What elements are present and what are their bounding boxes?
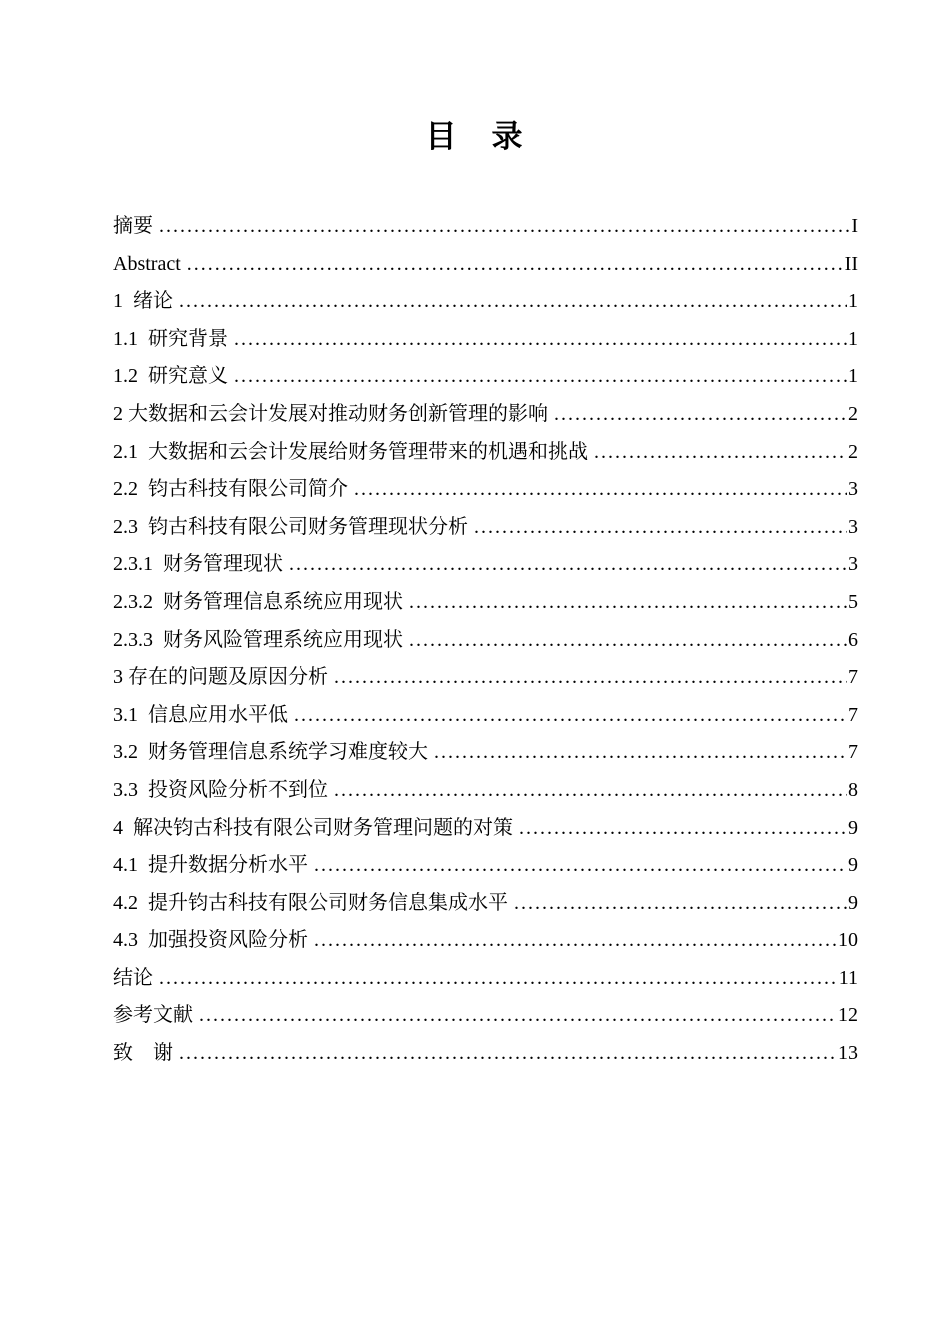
toc-leader-dots (594, 434, 847, 472)
toc-entry[interactable] (113, 810, 858, 848)
toc-entry-page: 12 (838, 1004, 858, 1027)
toc-entry[interactable] (113, 396, 858, 434)
toc-leader-dots (234, 358, 847, 396)
toc-entry-label: 3.2 财务管理信息系统学习难度较大 (113, 741, 428, 764)
toc-entry[interactable] (113, 885, 858, 923)
toc-entry-label: 2.3 钧古科技有限公司财务管理现状分析 (113, 515, 468, 538)
toc-entry-page: 7 (848, 666, 858, 689)
toc-entry-label: 2.3.3 财务风险管理系统应用现状 (113, 628, 403, 651)
toc-leader-dots (474, 509, 847, 547)
toc-leader-dots (199, 997, 837, 1035)
toc-entry-label: 4.1 提升数据分析水平 (113, 854, 308, 877)
toc-leader-dots (314, 847, 847, 885)
toc-leader-dots (314, 922, 837, 960)
toc-entry[interactable] (113, 960, 858, 998)
toc-entry[interactable] (113, 509, 858, 547)
toc-entry-page: 3 (848, 553, 858, 576)
toc-entry-page: 1 (848, 327, 858, 350)
toc-leader-dots (334, 772, 847, 810)
toc-entry-page: 11 (838, 966, 858, 989)
toc-entry-page: 3 (848, 478, 858, 501)
toc-entry[interactable] (113, 471, 858, 509)
toc-entry-page: II (844, 252, 858, 275)
toc-entry-page: 1 (848, 290, 858, 313)
toc-entry-page: 5 (848, 590, 858, 613)
toc-entry-page: 13 (838, 1042, 858, 1065)
toc-entry[interactable] (113, 434, 858, 472)
toc-leader-dots (334, 659, 847, 697)
toc-entry-page: 1 (848, 365, 858, 388)
toc-entry-label: 3.3 投资风险分析不到位 (113, 778, 328, 801)
toc-entry-label: 2.2 钧古科技有限公司简介 (113, 478, 348, 501)
toc-leader-dots (434, 734, 847, 772)
toc-entry-page: 9 (848, 816, 858, 839)
toc-entry[interactable] (113, 922, 858, 960)
toc-entry[interactable] (113, 622, 858, 660)
toc-leader-dots (159, 208, 850, 246)
toc-entry-label: 2.3.2 财务管理信息系统应用现状 (113, 590, 403, 613)
toc-entry-label: 4.2 提升钧古科技有限公司财务信息集成水平 (113, 891, 508, 914)
toc-leader-dots (409, 622, 847, 660)
toc-entry[interactable] (113, 358, 858, 396)
toc-entry-label: Abstract (113, 252, 181, 275)
toc-entry[interactable] (113, 847, 858, 885)
toc-entry-page: 3 (848, 515, 858, 538)
toc-entry-label: 1.1 研究背景 (113, 327, 228, 350)
toc-entry[interactable] (113, 321, 858, 359)
toc-entry-label: 2.1 大数据和云会计发展给财务管理带来的机遇和挑战 (113, 440, 588, 463)
toc-entry[interactable] (113, 1035, 858, 1073)
toc-entry-label: 1.2 研究意义 (113, 365, 228, 388)
toc-leader-dots (294, 697, 847, 735)
toc-entry-page: 10 (838, 929, 858, 952)
toc-entry-label: 2 大数据和云会计发展对推动财务创新管理的影响 (113, 402, 548, 425)
toc-entry-label: 结论 (113, 966, 153, 989)
toc-leader-dots (519, 810, 847, 848)
toc-entry-page: 7 (848, 741, 858, 764)
toc-entry-page: 6 (848, 628, 858, 651)
toc-entry-label: 3.1 信息应用水平低 (113, 703, 288, 726)
toc-entry[interactable] (113, 208, 858, 246)
toc-entry-label: 4 解决钧古科技有限公司财务管理问题的对策 (113, 816, 513, 839)
toc-leader-dots (354, 471, 847, 509)
toc-leader-dots (179, 283, 847, 321)
toc-entry[interactable] (113, 659, 858, 697)
toc-entry-page: 7 (848, 703, 858, 726)
toc-leader-dots (409, 584, 847, 622)
toc-leader-dots (554, 396, 847, 434)
toc-entry[interactable] (113, 772, 858, 810)
toc-entry-page: 9 (848, 854, 858, 877)
toc-list (113, 208, 858, 1073)
toc-entry[interactable] (113, 997, 858, 1035)
toc-entry-page: 2 (848, 440, 858, 463)
toc-leader-dots (179, 1035, 837, 1073)
toc-leader-dots (234, 321, 847, 359)
toc-entry-label: 摘要 (113, 215, 153, 237)
toc-entry-page: 8 (848, 778, 858, 801)
toc-entry-page: 9 (848, 891, 858, 914)
toc-entry[interactable] (113, 546, 858, 584)
toc-entry-page: 2 (848, 402, 858, 425)
toc-entry[interactable] (113, 283, 858, 321)
toc-entry[interactable] (113, 246, 858, 284)
toc-entry-label: 3 存在的问题及原因分析 (113, 666, 328, 689)
toc-entry[interactable] (113, 584, 858, 622)
toc-entry-label: 参考文献 (113, 1004, 193, 1027)
toc-entry-label: 1 绪论 (113, 290, 173, 313)
toc-leader-dots (187, 246, 844, 284)
toc-entry[interactable] (113, 734, 858, 772)
toc-leader-dots (514, 885, 847, 923)
toc-leader-dots (289, 546, 847, 584)
toc-entry-label: 4.3 加强投资风险分析 (113, 929, 308, 952)
toc-entry[interactable] (113, 697, 858, 735)
toc-entry-label: 2.3.1 财务管理现状 (113, 553, 283, 576)
toc-leader-dots (159, 960, 838, 998)
toc-entry-label: 致 谢 (113, 1042, 173, 1065)
toc-entry-page: I (851, 215, 858, 237)
page-title: 目 录 (425, 119, 525, 154)
